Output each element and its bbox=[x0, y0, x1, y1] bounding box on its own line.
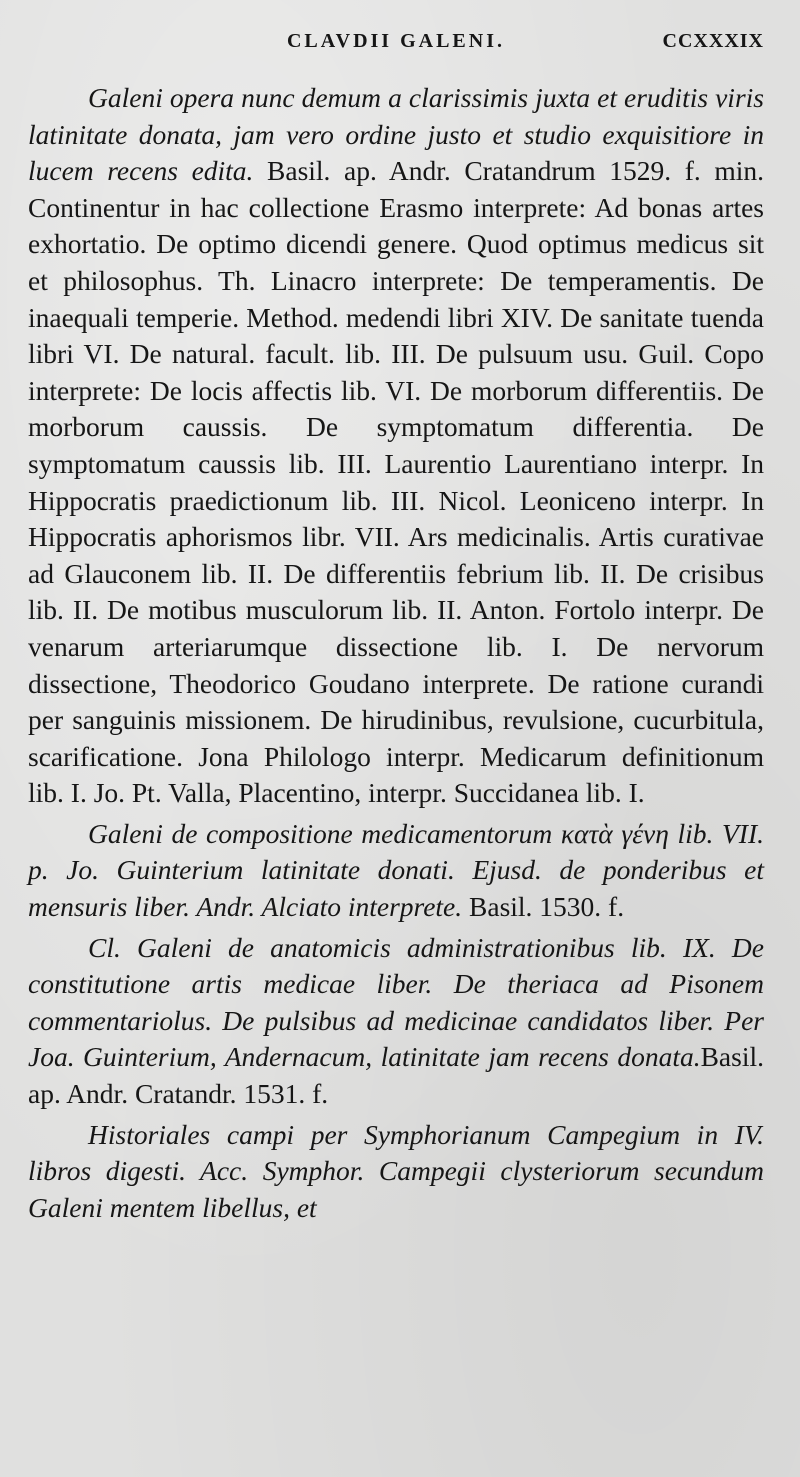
bibliography-entry bbox=[28, 930, 764, 1113]
bibliography-entry bbox=[28, 80, 764, 812]
entry-imprint: Basil. 1530. f. bbox=[469, 891, 625, 923]
entry-imprint: Basil. ap. Andr. Cratandrum 1529. f. min. bbox=[267, 155, 764, 187]
bibliography-entry bbox=[28, 816, 764, 926]
page-number: CCXXXIX bbox=[662, 30, 764, 52]
entry-title: Historiales campi per Symphorianum Campegium in IV. libros digesti. Acc. Symphor. Campegii clysteriorum secundum Galeni mentem libellus, et bbox=[28, 1118, 764, 1223]
entry-title: Galeni opera nunc demum a clarissimis juxta et eruditis viris latinitate donata, jam vero ordine justo et studio exquisitiore in lucem recens edita. bbox=[28, 82, 764, 187]
entry-contents: Continentur in hac collectione Erasmo interprete: Ad bonas artes exhortatio. De optimo dicendi genere. Quod optimus medicus sit et philosophus. Th. Linacro interprete: De temperamentis. De inaequali temperie. Method. medendi libri XIV. De sanitate tuenda libri VI. De natural. facult. lib. III. De pulsuum usu. Guil. Copo interprete: De locis affectis lib. VI. De morborum differentiis. De morborum caussis. De symptomatum differentia. De symptomatum caussis lib. III. Laurentio Laurentiano interpr. In Hippocratis praedictionum lib. III. Nicol. Leoniceno interpr. In Hippocratis aphorismos libr. VII. Ars medicinalis. Artis curativae ad Glauconem lib. II. De differentiis febrium lib. II. De crisibus lib. II. De motibus musculorum lib. II. Anton. Fortolo interpr. De venarum arteriarumque dissectione lib. I. De nervorum dissectione, Theodorico Goudano interprete. De ratione curandi per sanguinis missionem. De hirudinibus, revulsione, cucurbitula, scarificatione. Jona Philologo interpr. Medicarum definitionum lib. I. Jo. Pt. Valla, Placentino, interpr. Succidanea lib. I. bbox=[28, 191, 764, 809]
entry-imprint: Basil. ap. Andr. Cratandr. 1531. f. bbox=[28, 1041, 764, 1110]
entry-title: Galeni de compositione medicamentorum κατὰ γένη lib. VII. p. Jo. Guinterium latinitate donati. Ejusd. de ponderibus et mensuris liber. Andr. Alciato interprete. bbox=[28, 817, 764, 923]
running-title: CLAVDII GALENI. bbox=[286, 30, 505, 52]
bibliography-text bbox=[28, 80, 764, 1226]
entry-title: Cl. Galeni de anatomicis administrationibus lib. IX. De constitutione artis medicae liber. De theriaca ad Pisonem commentariolus. De pulsibus ad medicinae candidatos liber. Per Joa. Guinterium, Andernacum, latinitate jam recens donata. bbox=[28, 931, 764, 1073]
bibliography-entry bbox=[28, 1117, 764, 1227]
page-header bbox=[28, 30, 764, 62]
